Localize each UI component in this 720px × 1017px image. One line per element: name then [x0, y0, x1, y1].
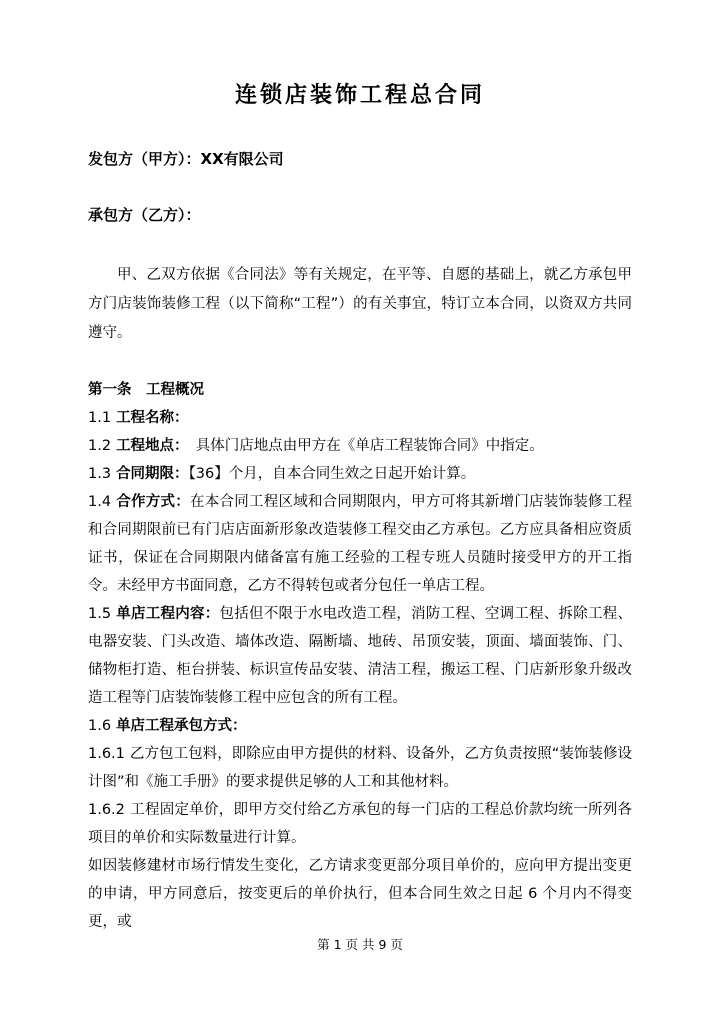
page-number: 第 1 页 共 9 页	[317, 937, 403, 952]
clause-1-2	[88, 432, 632, 460]
clause-text: 具体门店地点由甲方在《单店工程装饰合同》中指定。	[181, 438, 544, 454]
party-b-line	[88, 204, 632, 226]
clause-label: 单店工程内容：	[116, 606, 220, 622]
clause-number: 1.5	[88, 606, 112, 622]
clause-1-6-2	[88, 796, 632, 852]
clause-number: 1.6	[88, 718, 112, 734]
clause-number: 1.6.2	[88, 802, 125, 818]
clause-text: 乙方包工包料，即除应由甲方提供的材料、设备外，乙方负责按照“装饰装修设计图”和《施工手册》的要求提供足够的人工和其他材料。	[88, 746, 632, 790]
clause-label: 工程地点：	[116, 438, 182, 454]
clause-1-4	[88, 488, 632, 600]
clause-number: 1.2	[88, 438, 112, 454]
clause-1-5	[88, 600, 632, 712]
clause-label: 单店工程承包方式：	[116, 718, 247, 734]
intro-paragraph: 甲、乙双方依据《合同法》等有关规定，在平等、自愿的基础上，就乙方承包甲方门店装饰装修工程（以下简称“工程”）的有关事宜，特订立本合同，以资双方共同遵守。	[88, 267, 632, 341]
clause-1-3	[88, 460, 632, 488]
clause-label: 合作方式：	[116, 494, 191, 510]
clause-1-6	[88, 712, 632, 740]
clause-1-6-1	[88, 740, 632, 796]
party-a-label: 发包方（甲方）：	[88, 150, 201, 168]
clause-1-1	[88, 404, 632, 432]
clause-label: 工程名称：	[116, 410, 189, 426]
article1-heading: 第一条 工程概况	[88, 382, 204, 398]
clause-text: 工程固定单价，即甲方交付给乙方承包的每一门店的工程总价款均统一所列各项目的单价和实际数量进行计算。	[88, 802, 632, 846]
party-b-label: 承包方（乙方）：	[88, 206, 201, 224]
party-a-value: XX有限公司	[200, 150, 284, 168]
clause-number: 1.4	[88, 494, 112, 510]
party-a-line	[88, 148, 632, 170]
clause-text: 包括但不限于水电改造工程，消防工程、空调工程、拆除工程、电器安装、门头改造、墙体改造、隔断墙、地砖、吊顶安装，顶面、墙面装饰、门、储物柜打造、柜台拼装、标识宣传品安装、清洁工程，搬运工程、门店新形象升级改造工程等门店装饰装修工程中应包含的所有工程。	[88, 606, 633, 706]
clause-text: 【36】个月，自本合同生效之日起开始计算。	[188, 466, 476, 482]
clause-number: 1.1	[88, 410, 112, 426]
clause-number: 1.3	[88, 466, 112, 482]
document-title: 连锁店装饰工程总合同	[234, 83, 485, 108]
price-change-paragraph: 如因装修建材市场行情发生变化，乙方请求变更部分项目单价的，应向甲方提出变更的申请，甲方同意后，按变更后的单价执行，但本合同生效之日起 6 个月内不得变更，或	[88, 858, 632, 930]
clause-label: 合同期限：	[116, 466, 189, 482]
clause-text: 在本合同工程区域和合同期限内，甲方可将其新增门店装饰装修工程和合同期限前已有门店店面新形象改造装修工程交由乙方承包。乙方应具备相应资质证书，保证在合同期限内储备富有施工经验的工程专班人员随时接受甲方的开工指令。未经甲方书面同意，乙方不得转包或者分包任一单店工程。	[88, 494, 633, 594]
clause-number: 1.6.1	[88, 746, 125, 762]
